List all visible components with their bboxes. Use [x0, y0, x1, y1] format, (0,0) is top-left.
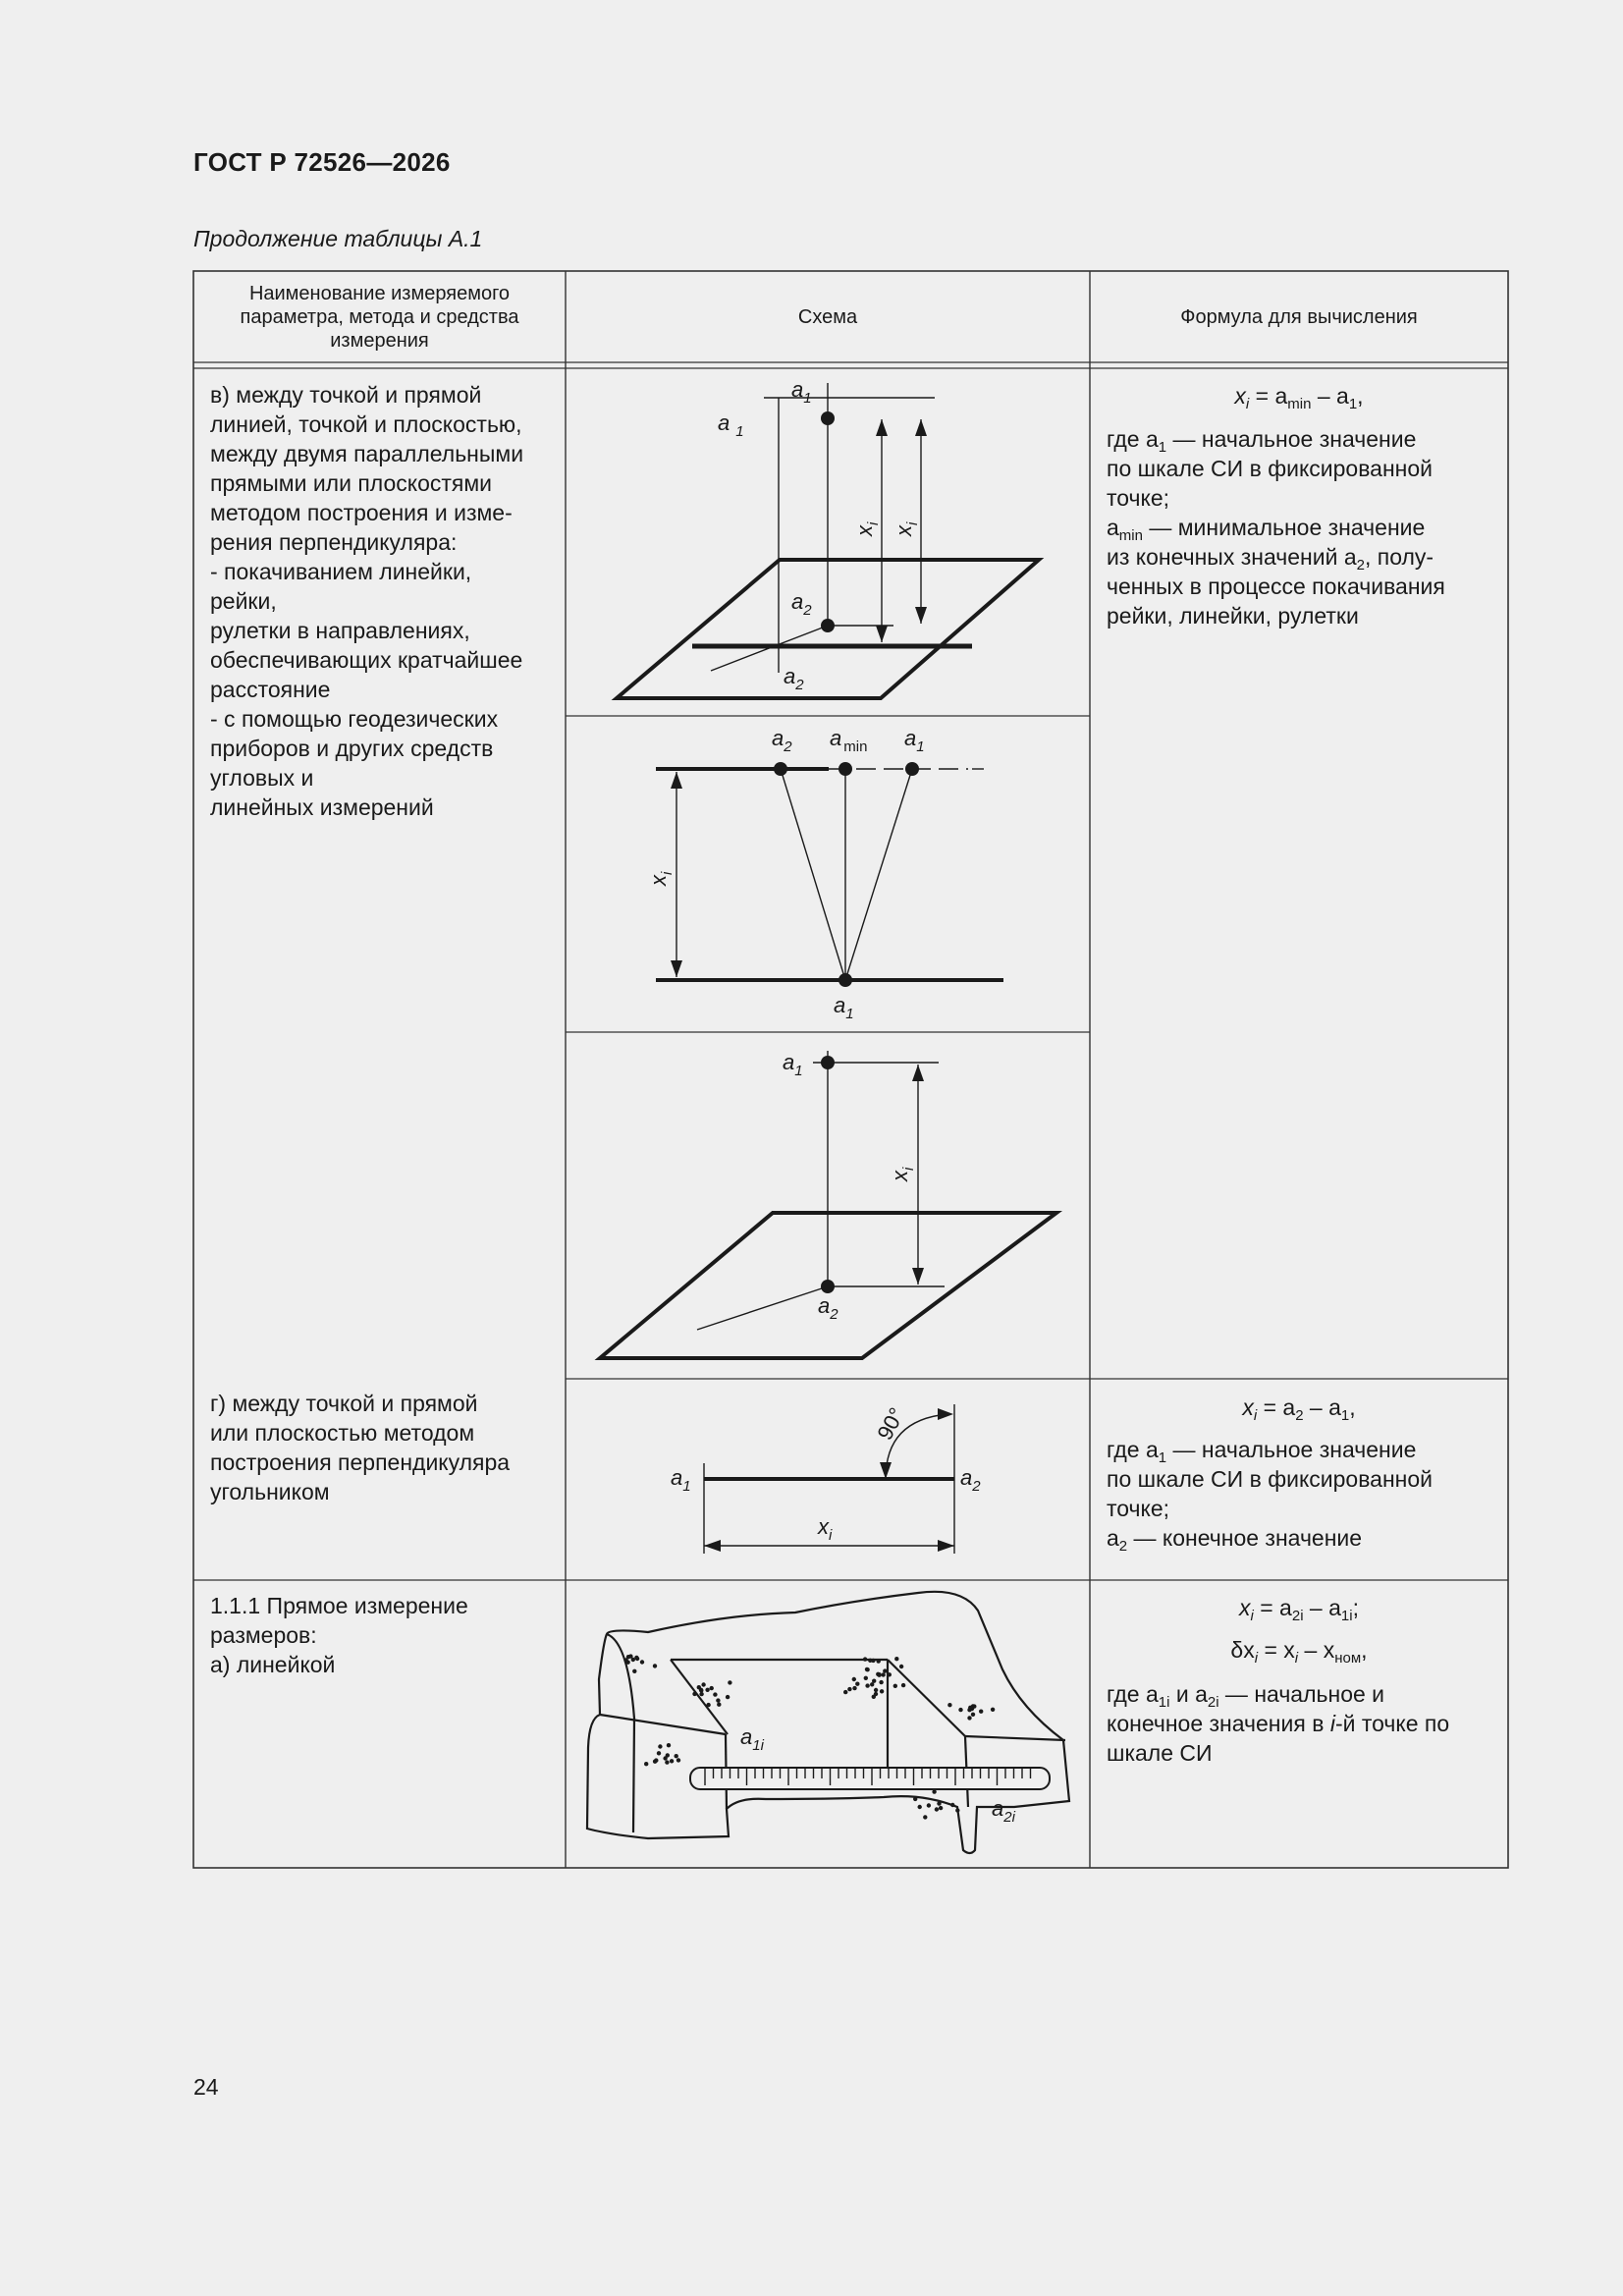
description-line: между двумя параллельными	[210, 441, 524, 466]
stipple-dot	[893, 1684, 897, 1688]
stipple-dot	[863, 1657, 867, 1661]
stipple-dot	[667, 1743, 671, 1747]
column-header-parameter: Наименование измеряемого параметра, метода и средства измерения	[240, 283, 519, 352]
row-v-where-1: где $a_1$ — начальное значение	[1107, 426, 1417, 456]
stipple-dot	[665, 1760, 669, 1764]
description-line: методом построения и изме-	[210, 500, 513, 525]
label-a1-square: $a_1$	[671, 1465, 691, 1495]
description-line: угольником	[210, 1479, 330, 1504]
ruler	[690, 1768, 1050, 1789]
row-v-where-2: по шкале СИ в фиксированной	[1107, 456, 1434, 481]
stipple-dot	[710, 1686, 714, 1690]
column-header-scheme: Схема	[797, 306, 858, 328]
stipple-dot	[879, 1680, 883, 1684]
description-line: рения перпендикуляра:	[210, 529, 458, 555]
stipple-dot	[852, 1686, 856, 1690]
stipple-dot	[644, 1762, 648, 1766]
label-xi-4: $x_i$	[888, 1167, 917, 1181]
stipple-dot	[634, 1656, 638, 1660]
stipple-dot	[705, 1688, 709, 1692]
label-a1-top: $a_1$	[791, 377, 812, 407]
row-g-where-4: $a_2$ — конечное значение	[1107, 1525, 1363, 1555]
description-line: линией, точкой и плоскостью,	[210, 411, 522, 437]
stipple-dot	[865, 1683, 869, 1687]
description-line: приборов и других средств	[210, 736, 494, 761]
stipple-dot	[855, 1682, 859, 1686]
stipple-dot	[901, 1683, 905, 1687]
stipple-dot	[939, 1806, 943, 1810]
label-xi-2: $x_i$	[892, 521, 921, 536]
stipple-dot	[923, 1815, 927, 1819]
stipple-dot	[692, 1692, 696, 1696]
stipple-dot	[918, 1805, 922, 1809]
stipple-dot	[654, 1758, 658, 1762]
document-header: ГОСТ Р 72526—2026	[193, 147, 451, 177]
stipple-dot	[632, 1669, 636, 1673]
scheme-plane-perpendicular	[617, 383, 1039, 698]
stipple-dot	[871, 1659, 875, 1663]
label-a2-low: $a_2$	[784, 664, 804, 693]
page-number: 24	[193, 2074, 219, 2100]
stipple-dot	[883, 1668, 887, 1672]
description-line: а) линейкой	[210, 1652, 336, 1677]
stipple-dot	[913, 1797, 917, 1801]
stipple-dot	[670, 1759, 674, 1763]
description-line: - с помощью геодезических	[210, 706, 499, 732]
description-line: рулетки в направлениях,	[210, 618, 470, 643]
label-a1-bottom: $a_1$	[834, 993, 854, 1022]
description-line: построения перпендикуляра	[210, 1449, 511, 1475]
stipple-dot	[881, 1672, 885, 1676]
stipple-dot	[888, 1672, 892, 1676]
stipple-dot	[658, 1744, 662, 1748]
stone-stipple	[624, 1654, 996, 1819]
row-v-where-6: ченных в процессе покачивания	[1107, 574, 1445, 599]
stipple-dot	[706, 1703, 710, 1707]
stipple-dot	[894, 1657, 898, 1661]
label-a2-square: $a_2$	[960, 1465, 981, 1495]
stipple-dot	[701, 1682, 705, 1686]
label-a2-point: $a_2$	[818, 1293, 839, 1323]
stipple-dot	[958, 1708, 962, 1712]
description-line: прямыми или плоскостями	[210, 470, 493, 496]
stipple-dot	[864, 1676, 868, 1680]
column-header-formula: Формула для вычисления	[1180, 306, 1418, 328]
stipple-dot	[666, 1753, 670, 1757]
stipple-dot	[877, 1659, 881, 1663]
row-v-where-7: рейки, линейки, рулетки	[1107, 603, 1359, 629]
label-xi-1: $x_i$	[852, 521, 882, 536]
description-line: - покачиванием линейки,	[210, 559, 472, 584]
description-line: размеров:	[210, 1622, 317, 1648]
label-xi-square: $x_i$	[818, 1514, 833, 1544]
stipple-dot	[979, 1710, 983, 1714]
stipple-dot	[865, 1667, 869, 1671]
stipple-dot	[713, 1692, 717, 1696]
stipple-dot	[626, 1655, 630, 1659]
stipple-dot	[675, 1754, 678, 1758]
stipple-dot	[971, 1713, 975, 1717]
stipple-dot	[625, 1661, 629, 1665]
row-g-formula: $x_i = a_2 - a_1$,	[1242, 1394, 1356, 1424]
row-g-description	[210, 1389, 510, 1506]
row-g-where-3: точке;	[1107, 1496, 1170, 1521]
row-g-where-1: где $a_1$ — начальное значение	[1107, 1437, 1417, 1466]
row-111-formula-2: $\delta x_i = x_i - x_{ном}$,	[1230, 1637, 1368, 1667]
label-a2-parallel: $a_2$	[772, 726, 792, 755]
stipple-dot	[676, 1758, 680, 1762]
description-line: рейки,	[210, 588, 277, 614]
row-111-where-3: шкале СИ	[1107, 1740, 1213, 1766]
row-v-where-5: из конечных значений $a_2$, полу-	[1107, 544, 1434, 574]
stipple-dot	[653, 1664, 657, 1667]
stipple-dot	[967, 1708, 971, 1712]
stipple-dot	[947, 1703, 951, 1707]
stipple-dot	[717, 1703, 721, 1707]
label-angle: 90°	[872, 1403, 910, 1445]
row-v-formula: $x_i = a_{min} - a_1$,	[1234, 383, 1364, 412]
row-111-where-1: где $a_{1i}$ и $a_{2i}$ — начальное и	[1107, 1681, 1385, 1711]
stipple-dot	[699, 1688, 703, 1692]
stipple-dot	[843, 1690, 847, 1694]
row-111-where-2: конечное значения в i-й точке по	[1107, 1711, 1450, 1736]
scheme-parallel-lines	[656, 769, 1003, 980]
stipple-dot	[657, 1751, 661, 1755]
stipple-dot	[935, 1807, 939, 1811]
stipple-dot	[932, 1789, 936, 1793]
description-line: расстояние	[210, 677, 331, 702]
stipple-dot	[955, 1808, 959, 1812]
row-111-formula-1: $x_i = a_{2i} - a_{1i}$;	[1239, 1595, 1359, 1624]
row-111-description	[210, 1591, 468, 1679]
stipple-dot	[852, 1677, 856, 1681]
stipple-dot	[699, 1692, 703, 1696]
scheme-parallel-arrows	[671, 762, 919, 987]
description-line: угловых и	[210, 765, 314, 791]
stipple-dot	[716, 1698, 720, 1702]
label-xi-3: $x_i$	[646, 871, 676, 886]
stipple-dot	[937, 1801, 941, 1805]
label-a2i: $a_{2i}$	[992, 1796, 1015, 1826]
description-line: в) между точкой и прямой	[210, 382, 482, 408]
label-a1-point: $a_1$	[783, 1050, 803, 1079]
row-v-where-4: $a_{min}$ — минимальное значение	[1107, 515, 1426, 544]
row-v-where-3: точке;	[1107, 485, 1170, 511]
row-v-description	[210, 380, 523, 822]
stipple-dot	[967, 1716, 971, 1720]
stipple-dot	[640, 1660, 644, 1664]
label-a1i: $a_{1i}$	[740, 1724, 764, 1754]
description-line: 1.1.1 Прямое измерение	[210, 1593, 468, 1618]
label-amin: a $_{min}$	[830, 726, 868, 755]
label-a2-mid: $a_2$	[791, 589, 812, 619]
stipple-dot	[872, 1695, 876, 1699]
stipple-dot	[726, 1695, 730, 1699]
stipple-dot	[899, 1665, 903, 1668]
stipple-dot	[877, 1672, 881, 1676]
stipple-dot	[927, 1803, 931, 1807]
label-a1-parallel: $a_1$	[904, 726, 925, 755]
stipple-dot	[880, 1689, 884, 1693]
stipple-dot	[874, 1688, 878, 1692]
description-line: или плоскостью методом	[210, 1420, 475, 1446]
stipple-dot	[991, 1708, 995, 1712]
stipple-dot	[870, 1682, 874, 1686]
stipple-dot	[950, 1803, 954, 1807]
label-a1-left: a $_1$	[718, 410, 744, 440]
table-caption: Продолжение таблицы А.1	[193, 226, 483, 251]
row-g-where-2: по шкале СИ в фиксированной	[1107, 1466, 1434, 1492]
stipple-dot	[728, 1680, 731, 1684]
description-line: г) между точкой и прямой	[210, 1391, 478, 1416]
description-line: обеспечивающих кратчайшее	[210, 647, 523, 673]
description-line: линейных измерений	[210, 794, 434, 820]
stipple-dot	[847, 1687, 851, 1691]
